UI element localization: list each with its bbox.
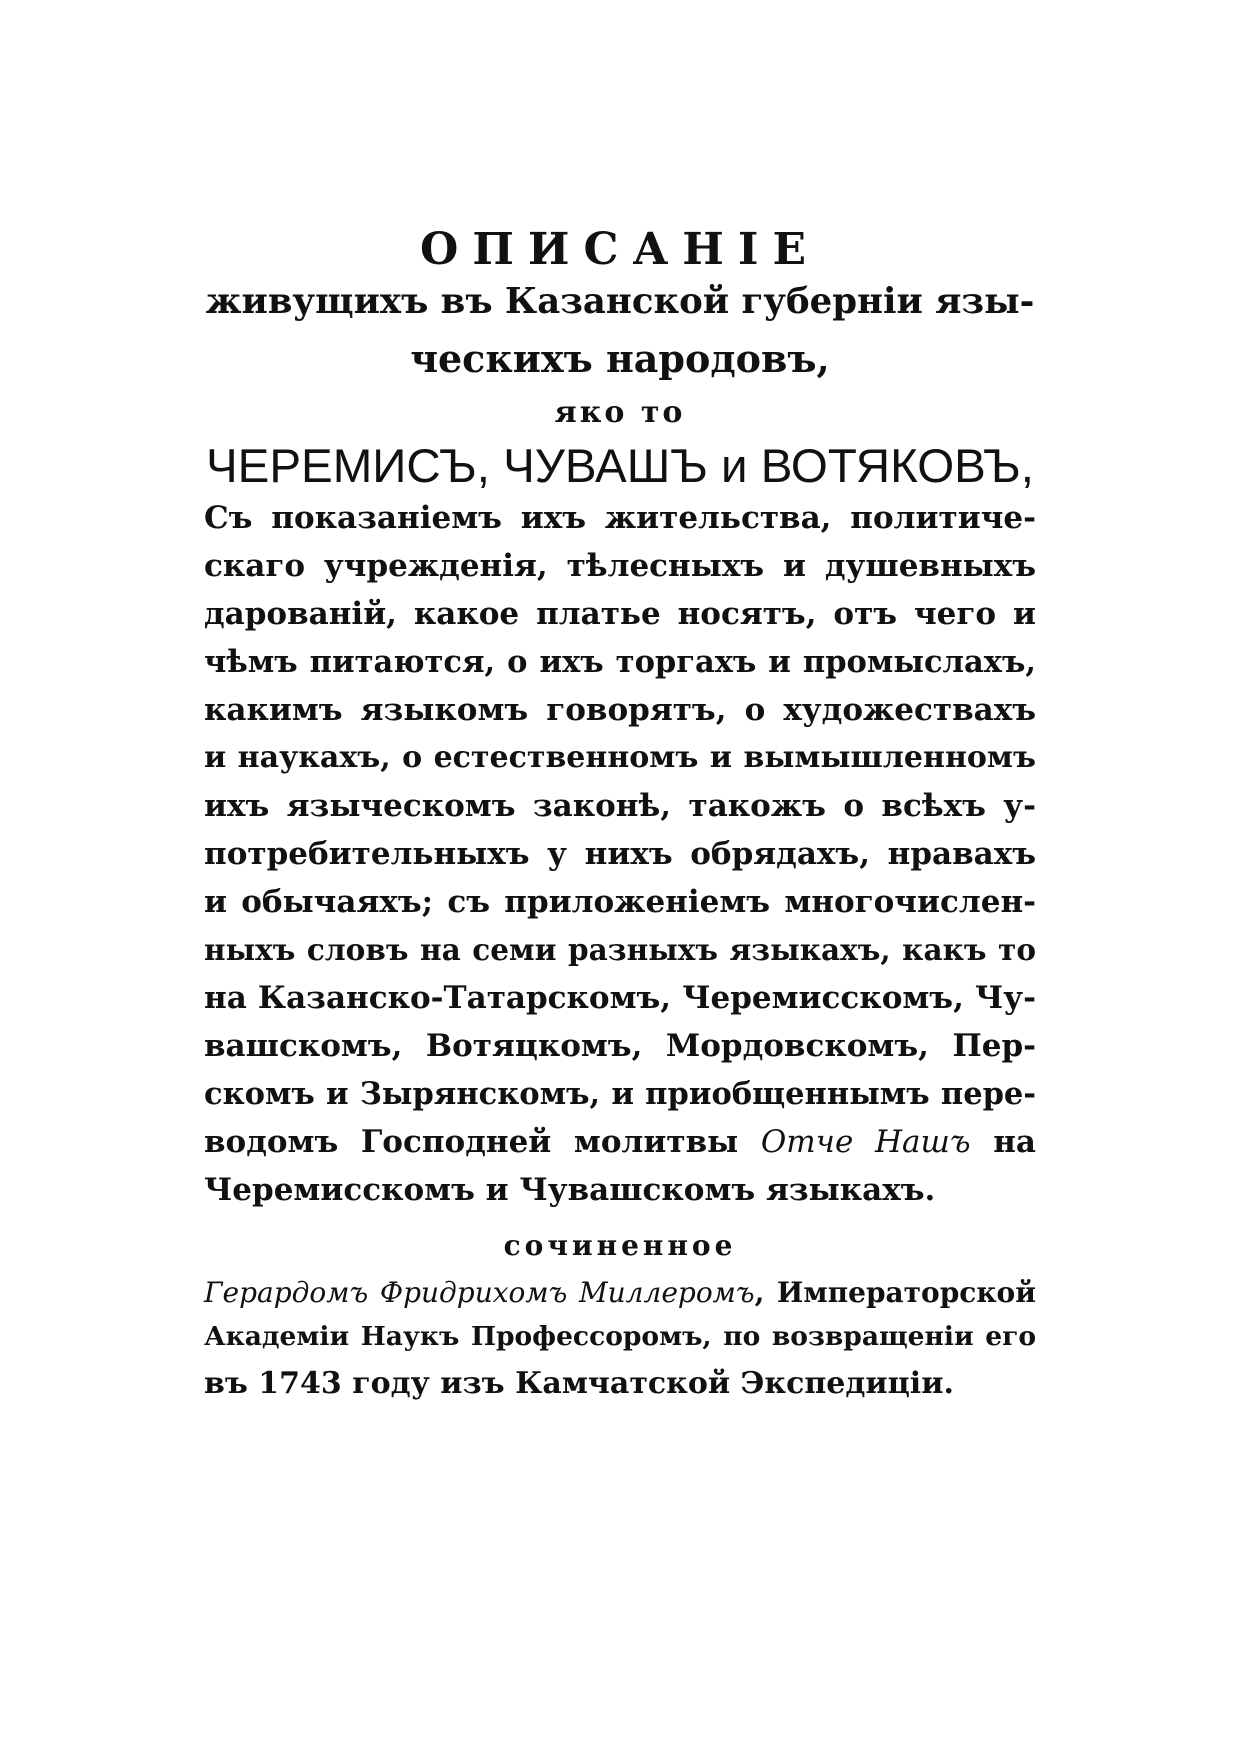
prayer-line-before: водомъ Господней молитвы xyxy=(204,1124,739,1160)
composed-label: сочиненное xyxy=(503,1229,737,1262)
credit-line-3: въ 1743 году изъ Камчатской Экспедиціи. xyxy=(204,1366,954,1401)
body-line-13: скомъ и Зырянскомъ, и приобщеннымъ пере- xyxy=(204,1076,1036,1112)
body-line-2: скаго учрежденія, тѣлесныхъ и душевныхъ xyxy=(204,548,1036,584)
yako-line: яко то xyxy=(554,395,686,430)
author-name: Герардомъ Фридрихомъ Миллеромъ xyxy=(204,1276,755,1309)
body-line-3: дарованій, какое платье носятъ, отъ чего и xyxy=(204,596,1036,632)
peoples-heading: ЧЕРЕМИСЪ, ЧУВАШЪ и ВОТЯКОВЪ, xyxy=(206,440,1034,493)
body-line-4: чѣмъ питаются, о ихъ торгахъ и промыслахъ, xyxy=(204,644,1036,680)
subtitle-line-2: ческихъ народовъ, xyxy=(410,336,830,381)
body-line-7: ихъ языческомъ законѣ, такожъ о всѣхъ у- xyxy=(204,788,1036,824)
body-line-prayer xyxy=(204,1124,1036,1160)
credit-line-1-rest: , Императорской xyxy=(754,1276,1036,1309)
credit-line-1 xyxy=(204,1276,1036,1309)
body-line-11: на Казанско-Татарскомъ, Черемисскомъ, Чу- xyxy=(204,980,1036,1016)
prayer-title: Отче Нашъ xyxy=(760,1124,971,1160)
body-line-12: вашскомъ, Вотяцкомъ, Мордовскомъ, Пер- xyxy=(204,1028,1036,1064)
body-line-9: и обычаяхъ; съ приложеніемъ многочислен- xyxy=(204,884,1036,920)
body-line-1: Съ показаніемъ ихъ жительства, политиче- xyxy=(204,500,1036,536)
subtitle-line-1: живущихъ въ Казанской губерніи язы- xyxy=(205,281,1035,322)
body-last-line: Черемисскомъ и Чувашскомъ языкахъ. xyxy=(204,1172,936,1208)
body-line-8: потребительныхъ у нихъ обрядахъ, нравахъ xyxy=(204,836,1036,872)
page-title: ОПИСАНІЕ xyxy=(420,224,820,275)
prayer-line-after: на xyxy=(993,1124,1036,1160)
body-line-5: какимъ языкомъ говорятъ, о художествахъ xyxy=(204,692,1036,728)
body-line-6: и наукахъ, о естественномъ и вымышленномъ xyxy=(204,740,1036,775)
body-line-10: ныхъ словъ на семи разныхъ языкахъ, какъ то xyxy=(204,932,1036,967)
credit-line-2: Академіи Наукъ Профессоромъ, по возвращеніи его xyxy=(204,1321,1036,1352)
